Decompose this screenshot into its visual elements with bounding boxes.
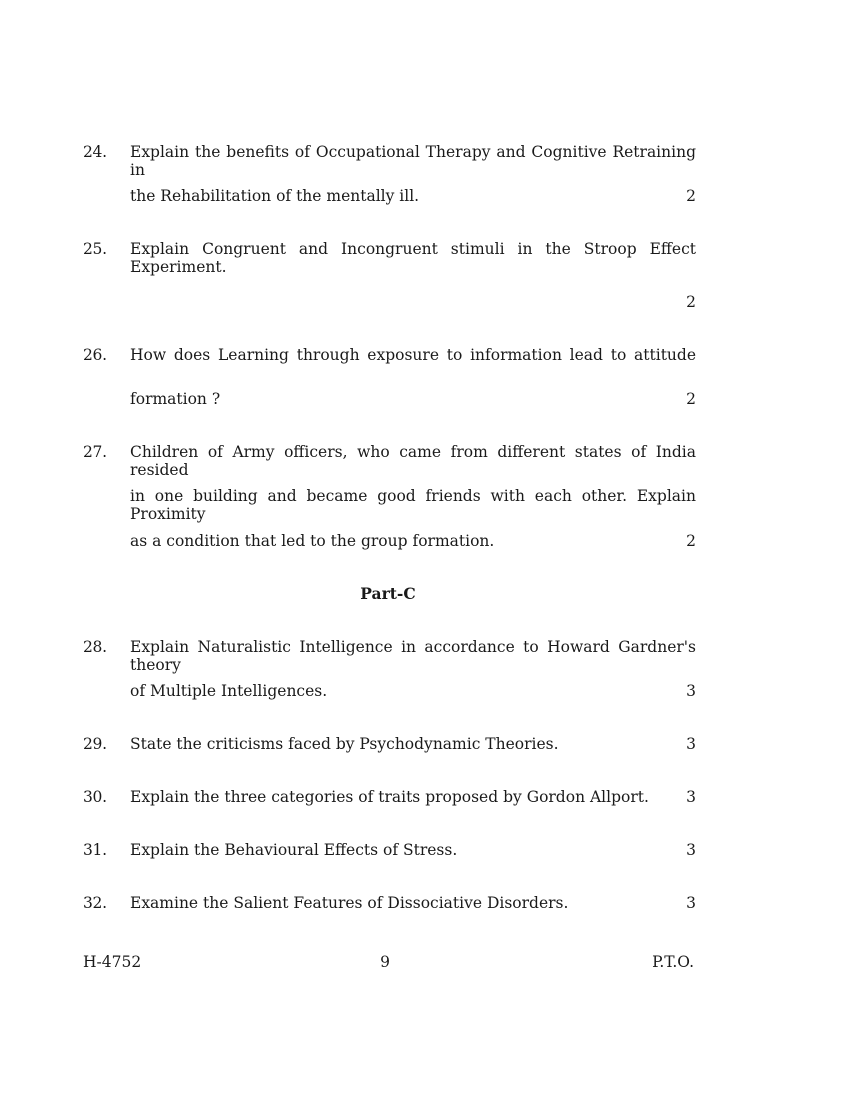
question-text-line: formation ? xyxy=(130,390,221,408)
question-marks: 2 xyxy=(686,390,696,408)
question-text-line: Explain Congruent and Incongruent stimuli in the Stroop Effect Experiment. xyxy=(130,240,696,276)
question-text-line: Explain the three categories of traits proposed by Gordon Allport. xyxy=(130,788,649,806)
question-number: 30. xyxy=(83,788,107,806)
question-text-line: in one building and became good friends with each other. Explain Proximity xyxy=(130,487,696,523)
section-heading: Part-C xyxy=(360,584,416,603)
question-text-line: Children of Army officers, who came from different states of India resided xyxy=(130,443,696,479)
question-number: 25. xyxy=(83,240,107,258)
question-number: 24. xyxy=(83,143,107,161)
pto-label: P.T.O. xyxy=(652,953,694,971)
question-marks: 3 xyxy=(686,894,696,912)
page-number: 9 xyxy=(380,953,390,971)
question-marks: 3 xyxy=(686,682,696,700)
paper-code: H-4752 xyxy=(83,953,142,971)
question-text-line: How does Learning through exposure to information lead to attitude xyxy=(130,346,696,364)
question-marks: 3 xyxy=(686,841,696,859)
question-text-line: Explain the Behavioural Effects of Stress. xyxy=(130,841,458,859)
question-marks: 2 xyxy=(686,532,696,550)
question-marks: 2 xyxy=(686,187,696,205)
question-text-line: of Multiple Intelligences. xyxy=(130,682,328,700)
question-number: 31. xyxy=(83,841,107,859)
question-marks: 2 xyxy=(686,293,696,311)
question-text-line: as a condition that led to the group formation. xyxy=(130,532,495,550)
question-text-line: State the criticisms faced by Psychodynamic Theories. xyxy=(130,735,559,753)
question-marks: 3 xyxy=(686,788,696,806)
question-number: 32. xyxy=(83,894,107,912)
question-number: 27. xyxy=(83,443,107,461)
question-number: 26. xyxy=(83,346,107,364)
question-text-line: Explain the benefits of Occupational Therapy and Cognitive Retraining in xyxy=(130,143,696,179)
question-text-line: Explain Naturalistic Intelligence in accordance to Howard Gardner's theory xyxy=(130,638,696,674)
question-marks: 3 xyxy=(686,735,696,753)
question-number: 29. xyxy=(83,735,107,753)
question-text-line: the Rehabilitation of the mentally ill. xyxy=(130,187,420,205)
question-number: 28. xyxy=(83,638,107,656)
question-text-line: Examine the Salient Features of Dissociative Disorders. xyxy=(130,894,569,912)
